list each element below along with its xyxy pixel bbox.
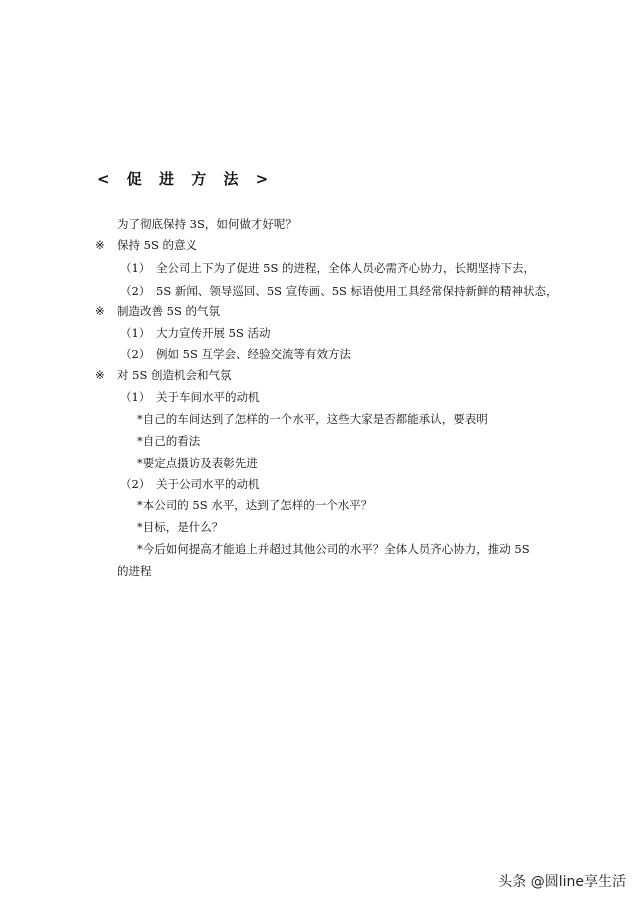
- sub-item: *要定点摄访及表彰先进: [137, 456, 258, 470]
- sub-item: *自己的车间达到了怎样的一个水平，这些大家是否都能承认，要表明: [137, 412, 488, 426]
- section-1-title: [95, 237, 197, 253]
- section-2-title-text: 制造改善 5S 的气氛: [117, 304, 221, 318]
- list-item: [120, 283, 558, 299]
- sub-item: *自己的看法: [137, 434, 201, 448]
- list-item: [120, 476, 260, 492]
- section-1-title-text: 保持 5S 的意义: [117, 238, 198, 252]
- item-text: 大力宣传开展 5S 活动: [156, 326, 271, 340]
- item-text: 全公司上下为了促进 5S 的进程，全体人员必需齐心协力，长期坚持下去，: [156, 261, 536, 275]
- item-text: 5S 新闻、领导巡回、5S 宣传画、5S 标语使用工具经常保持新鲜的精神状态，: [156, 284, 558, 298]
- continuation-text: 的进程: [117, 564, 152, 578]
- reference-mark-icon: ※: [95, 368, 105, 382]
- item-text: 例如 5S 互学会、经验交流等有效方法: [156, 347, 352, 361]
- item-number: （1）: [120, 390, 151, 404]
- item-number: （2）: [120, 477, 151, 491]
- sub-item: *目标，是什么？: [137, 520, 224, 534]
- section-heading: < 促 进 方 法 >: [97, 170, 275, 188]
- intro-text: 为了彻底保持 3S，如何做才好呢？: [117, 217, 297, 231]
- item-number: （1）: [120, 326, 151, 340]
- reference-mark-icon: ※: [95, 304, 105, 318]
- list-item: [120, 389, 260, 405]
- section-3-title: [95, 367, 232, 383]
- item-number: （1）: [120, 261, 151, 275]
- sub-item: *本公司的 5S 水平，达到了怎样的一个水平？: [137, 498, 373, 512]
- list-item: [120, 325, 271, 341]
- reference-mark-icon: ※: [95, 238, 105, 252]
- watermark: 头条 @圆line享生活: [498, 874, 626, 890]
- list-item: [120, 260, 535, 276]
- section-3-title-text: 对 5S 创造机会和气氛: [117, 368, 232, 382]
- sub-item: *今后如何提高才能追上并超过其他公司的水平？全体人员齐心协力，推动 5S: [137, 542, 530, 556]
- item-number: （2）: [120, 284, 151, 298]
- item-number: （2）: [120, 347, 151, 361]
- list-item: [120, 346, 351, 362]
- section-2-title: [95, 303, 220, 319]
- item-text: 关于公司水平的动机: [156, 477, 260, 491]
- item-text: 关于车间水平的动机: [156, 390, 260, 404]
